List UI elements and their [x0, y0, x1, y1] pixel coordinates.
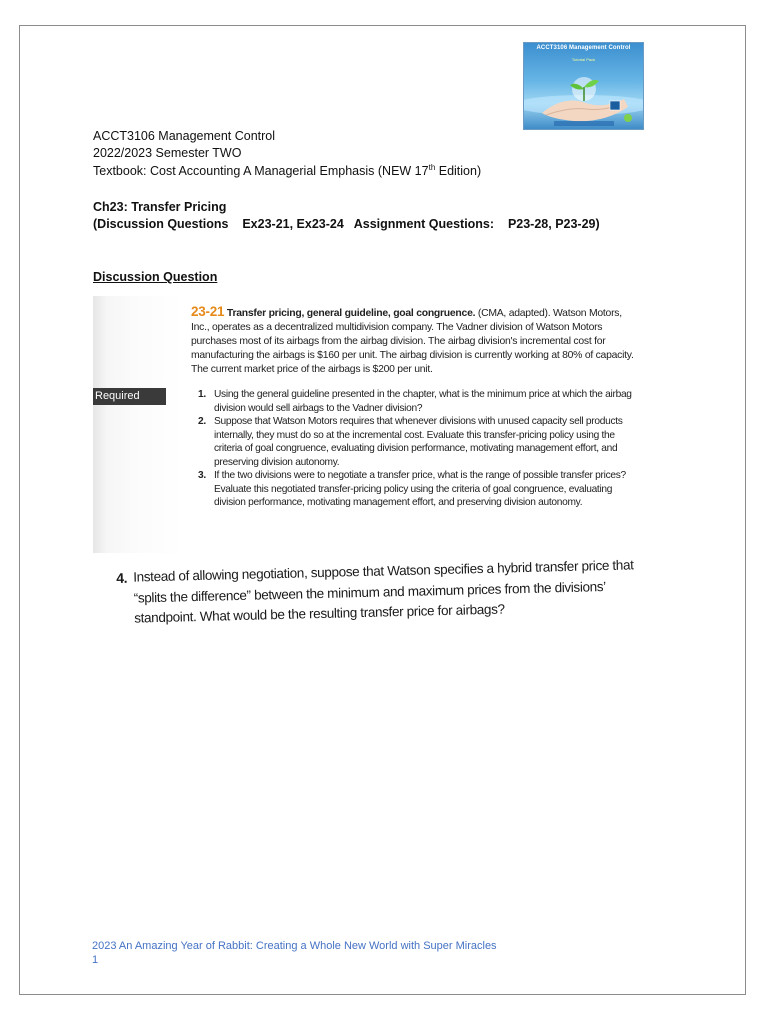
section-heading: Discussion Question	[93, 270, 218, 284]
list-item: 1. Using the general guideline presented in the chapter, what is the minimum price at which the airbag division would sell airbags to the Vadner division?	[198, 389, 632, 414]
question-list	[198, 388, 636, 510]
exercise-body: Watson Motors, Inc., operates as a decentralized multidivision company. The Vadner division of Watson Motors purchases most of its airbags from the airbag division. The airbag division's incremental cost for manufacturing the airbags is $160 per unit. The airbag division is currently working at 80% of capacity. The current market price of the airbags is $200 per unit.	[191, 308, 634, 375]
question-4-text: Instead of allowing negotiation, suppose that Watson specifies a hybrid transfer price that “splits the difference” between the minimum and maximum prices from the divisions’ standpoint. What would be the resulting transfer price for airbags?	[133, 557, 634, 626]
scanned-exercise	[93, 296, 644, 553]
question-4-number: 4.	[116, 569, 128, 586]
course-logo	[523, 42, 644, 130]
question-4	[116, 555, 647, 629]
exercise-title: Transfer pricing, general guideline, goal congruence.	[226, 308, 476, 319]
list-item: 3. If the two divisions were to negotiate a transfer price, what is the range of possible transfer prices? Evaluate this negotiated transfer-pricing policy using the criteria of goal congruence, evaluating division performance, motivating management effort, and preserving division autonomy.	[198, 470, 626, 508]
required-label: Required	[93, 388, 166, 405]
exercise-source: (CMA, adapted).	[477, 308, 551, 319]
footer	[92, 939, 497, 967]
exercise-intro	[191, 305, 636, 377]
textbook-prefix: Textbook: Cost Accounting A Managerial Emphasis (NEW 17	[93, 164, 429, 178]
logo-title: ACCT3106 Management Control	[536, 45, 631, 51]
logo-subtitle: Tutorial Pack	[571, 57, 596, 62]
textbook-superscript: th	[428, 162, 436, 172]
questions-line: (Discussion Questions Ex23-21, Ex23-24 Assignment Questions: P23-28, P23-29)	[93, 217, 600, 231]
footer-tagline: 2023 An Amazing Year of Rabbit: Creating a Whole New World with Super Miracles	[92, 940, 497, 952]
textbook-suffix: Edition)	[435, 164, 482, 178]
textbook-line	[93, 163, 481, 180]
exercise-number: 23-21	[191, 304, 225, 319]
page-number: 1	[92, 954, 99, 966]
hands-seedling-icon	[524, 43, 643, 129]
course-title: ACCT3106 Management Control	[93, 129, 276, 143]
list-item: 2. Suppose that Watson Motors requires that whenever divisions with unused capacity sell products internally, they must do so at the incremental cost. Evaluate this transfer-pricing policy using the criteria of goal congruence, evaluating division performance, motivating management effort, and preserving division autonomy.	[198, 416, 623, 468]
semester-line: 2022/2023 Semester TWO	[93, 146, 242, 160]
chapter-title: Ch23: Transfer Pricing	[93, 200, 227, 214]
